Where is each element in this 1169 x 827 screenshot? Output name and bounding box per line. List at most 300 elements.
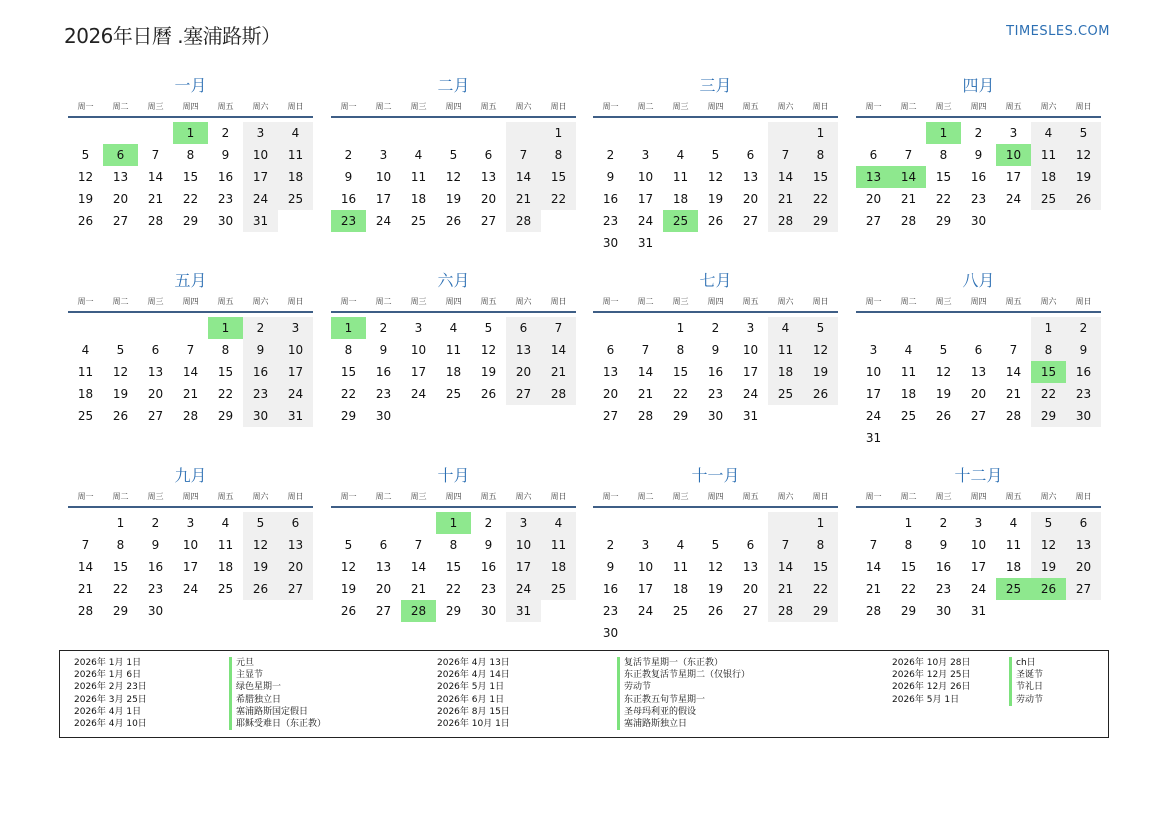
day-cell[interactable]: 14 bbox=[637, 365, 654, 379]
day-cell[interactable]: 11 bbox=[672, 170, 689, 184]
day-cell[interactable]: 23 bbox=[1066, 383, 1101, 405]
day-cell[interactable]: 23 bbox=[602, 604, 619, 618]
day-cell[interactable]: 14 bbox=[865, 560, 882, 574]
day-cell[interactable]: 3 bbox=[746, 321, 755, 335]
day-cell[interactable]: 22 bbox=[803, 188, 838, 210]
day-cell[interactable]: 21 bbox=[541, 361, 576, 383]
day-cell[interactable]: 18 bbox=[1005, 560, 1022, 574]
day-cell[interactable]: 21 bbox=[147, 192, 164, 206]
day-cell[interactable]: 10 bbox=[243, 144, 278, 166]
day-cell[interactable]: 7 bbox=[541, 317, 576, 339]
day-cell[interactable]: 20 bbox=[602, 387, 619, 401]
day-cell[interactable]: 10 bbox=[375, 170, 392, 184]
day-cell[interactable]: 26 bbox=[707, 604, 724, 618]
day-cell[interactable]: 12 bbox=[243, 534, 278, 556]
day-cell[interactable]: 12 bbox=[707, 560, 724, 574]
day-cell[interactable]: 30 bbox=[707, 409, 724, 423]
day-cell[interactable]: 1 bbox=[803, 512, 838, 534]
day-cell[interactable]: 8 bbox=[676, 343, 685, 357]
day-cell[interactable]: 8 bbox=[221, 343, 230, 357]
day-cell[interactable]: 28 bbox=[77, 604, 94, 618]
day-cell[interactable]: 12 bbox=[480, 343, 497, 357]
day-cell[interactable]: 31 bbox=[243, 210, 278, 232]
day-cell[interactable]: 2 bbox=[939, 516, 948, 530]
day-cell[interactable]: 4 bbox=[676, 538, 685, 552]
day-cell[interactable]: 15 bbox=[182, 170, 199, 184]
day-cell[interactable]: 5 bbox=[939, 343, 948, 357]
day-cell[interactable]: 9 bbox=[606, 560, 615, 574]
day-cell[interactable]: 25 bbox=[410, 214, 427, 228]
day-cell[interactable]: 10 bbox=[410, 343, 427, 357]
day-cell[interactable]: 14 bbox=[768, 166, 803, 188]
day-cell[interactable]: 13 bbox=[278, 534, 313, 556]
day-cell[interactable]: 5 bbox=[116, 343, 125, 357]
day-cell[interactable]: 8 bbox=[803, 534, 838, 556]
day-cell[interactable]: 17 bbox=[506, 556, 541, 578]
day-cell[interactable]: 25 bbox=[217, 582, 234, 596]
day-cell[interactable]: 8 bbox=[803, 144, 838, 166]
day-cell[interactable]: 21 bbox=[768, 188, 803, 210]
day-cell[interactable]: 4 bbox=[904, 343, 913, 357]
day-cell[interactable]: 22 bbox=[340, 387, 357, 401]
day-cell[interactable]: 17 bbox=[278, 361, 313, 383]
day-cell[interactable]: 30 bbox=[935, 604, 952, 618]
day-cell[interactable]: 28 bbox=[865, 604, 882, 618]
day-cell[interactable]: 30 bbox=[217, 214, 234, 228]
day-cell[interactable]: 17 bbox=[637, 582, 654, 596]
day-cell[interactable]: 2 bbox=[151, 516, 160, 530]
day-cell[interactable]: 17 bbox=[243, 166, 278, 188]
day-cell[interactable]: 14 bbox=[541, 339, 576, 361]
day-cell[interactable]: 18 bbox=[672, 582, 689, 596]
day-cell[interactable]: 5 bbox=[81, 148, 90, 162]
day-cell[interactable]: 28 bbox=[506, 210, 541, 232]
day-cell[interactable]: 17 bbox=[865, 387, 882, 401]
day-cell[interactable]: 17 bbox=[182, 560, 199, 574]
day-cell[interactable]: 9 bbox=[484, 538, 493, 552]
day-cell[interactable]: 24 bbox=[410, 387, 427, 401]
day-cell[interactable]: 31 bbox=[865, 431, 882, 445]
day-cell[interactable]: 8 bbox=[1031, 339, 1066, 361]
day-cell[interactable]: 3 bbox=[1009, 126, 1018, 140]
day-cell[interactable]: 15 bbox=[217, 365, 234, 379]
day-cell[interactable]: 11 bbox=[900, 365, 917, 379]
day-cell[interactable]: 13 bbox=[742, 170, 759, 184]
day-cell[interactable]: 20 bbox=[1066, 556, 1101, 578]
holiday-day-cell[interactable]: 1 bbox=[208, 317, 243, 339]
day-cell[interactable]: 7 bbox=[414, 538, 423, 552]
day-cell[interactable]: 29 bbox=[900, 604, 917, 618]
day-cell[interactable]: 23 bbox=[935, 582, 952, 596]
day-cell[interactable]: 19 bbox=[707, 582, 724, 596]
day-cell[interactable]: 22 bbox=[541, 188, 576, 210]
day-cell[interactable]: 13 bbox=[147, 365, 164, 379]
day-cell[interactable]: 26 bbox=[112, 409, 129, 423]
day-cell[interactable]: 13 bbox=[375, 560, 392, 574]
day-cell[interactable]: 31 bbox=[742, 409, 759, 423]
day-cell[interactable]: 26 bbox=[340, 604, 357, 618]
day-cell[interactable]: 15 bbox=[672, 365, 689, 379]
day-cell[interactable]: 30 bbox=[375, 409, 392, 423]
day-cell[interactable]: 13 bbox=[506, 339, 541, 361]
day-cell[interactable]: 25 bbox=[900, 409, 917, 423]
day-cell[interactable]: 5 bbox=[1066, 122, 1101, 144]
day-cell[interactable]: 22 bbox=[672, 387, 689, 401]
day-cell[interactable]: 6 bbox=[606, 343, 615, 357]
day-cell[interactable]: 10 bbox=[506, 534, 541, 556]
day-cell[interactable]: 18 bbox=[768, 361, 803, 383]
holiday-day-cell[interactable]: 23 bbox=[331, 210, 366, 232]
day-cell[interactable]: 9 bbox=[379, 343, 388, 357]
day-cell[interactable]: 3 bbox=[186, 516, 195, 530]
day-cell[interactable]: 14 bbox=[1005, 365, 1022, 379]
day-cell[interactable]: 17 bbox=[1005, 170, 1022, 184]
day-cell[interactable]: 23 bbox=[970, 192, 987, 206]
day-cell[interactable]: 27 bbox=[147, 409, 164, 423]
day-cell[interactable]: 2 bbox=[484, 516, 493, 530]
day-cell[interactable]: 24 bbox=[637, 214, 654, 228]
day-cell[interactable]: 11 bbox=[77, 365, 94, 379]
holiday-day-cell[interactable]: 6 bbox=[103, 144, 138, 166]
day-cell[interactable]: 29 bbox=[935, 214, 952, 228]
day-cell[interactable]: 5 bbox=[803, 317, 838, 339]
day-cell[interactable]: 9 bbox=[939, 538, 948, 552]
day-cell[interactable]: 1 bbox=[541, 122, 576, 144]
day-cell[interactable]: 26 bbox=[243, 578, 278, 600]
day-cell[interactable]: 11 bbox=[672, 560, 689, 574]
day-cell[interactable]: 29 bbox=[340, 409, 357, 423]
day-cell[interactable]: 3 bbox=[379, 148, 388, 162]
day-cell[interactable]: 25 bbox=[278, 188, 313, 210]
day-cell[interactable]: 9 bbox=[711, 343, 720, 357]
day-cell[interactable]: 16 bbox=[243, 361, 278, 383]
day-cell[interactable]: 7 bbox=[768, 534, 803, 556]
day-cell[interactable]: 12 bbox=[112, 365, 129, 379]
day-cell[interactable]: 1 bbox=[676, 321, 685, 335]
day-cell[interactable]: 19 bbox=[707, 192, 724, 206]
day-cell[interactable]: 10 bbox=[637, 170, 654, 184]
day-cell[interactable]: 6 bbox=[151, 343, 160, 357]
day-cell[interactable]: 21 bbox=[900, 192, 917, 206]
day-cell[interactable]: 19 bbox=[480, 365, 497, 379]
day-cell[interactable]: 23 bbox=[707, 387, 724, 401]
holiday-day-cell[interactable]: 1 bbox=[926, 122, 961, 144]
day-cell[interactable]: 19 bbox=[935, 387, 952, 401]
day-cell[interactable]: 20 bbox=[480, 192, 497, 206]
day-cell[interactable]: 28 bbox=[637, 409, 654, 423]
day-cell[interactable]: 22 bbox=[445, 582, 462, 596]
day-cell[interactable]: 5 bbox=[449, 148, 458, 162]
day-cell[interactable]: 19 bbox=[243, 556, 278, 578]
day-cell[interactable]: 12 bbox=[445, 170, 462, 184]
day-cell[interactable]: 27 bbox=[375, 604, 392, 618]
day-cell[interactable]: 13 bbox=[742, 560, 759, 574]
day-cell[interactable]: 16 bbox=[375, 365, 392, 379]
day-cell[interactable]: 27 bbox=[112, 214, 129, 228]
day-cell[interactable]: 5 bbox=[344, 538, 353, 552]
day-cell[interactable]: 18 bbox=[445, 365, 462, 379]
day-cell[interactable]: 29 bbox=[803, 600, 838, 622]
day-cell[interactable]: 13 bbox=[602, 365, 619, 379]
day-cell[interactable]: 14 bbox=[182, 365, 199, 379]
day-cell[interactable]: 16 bbox=[970, 170, 987, 184]
holiday-day-cell[interactable]: 28 bbox=[401, 600, 436, 622]
day-cell[interactable]: 4 bbox=[1031, 122, 1066, 144]
day-cell[interactable]: 27 bbox=[602, 409, 619, 423]
day-cell[interactable]: 22 bbox=[182, 192, 199, 206]
day-cell[interactable]: 10 bbox=[637, 560, 654, 574]
day-cell[interactable]: 23 bbox=[243, 383, 278, 405]
day-cell[interactable]: 17 bbox=[970, 560, 987, 574]
day-cell[interactable]: 2 bbox=[974, 126, 983, 140]
day-cell[interactable]: 23 bbox=[217, 192, 234, 206]
day-cell[interactable]: 26 bbox=[707, 214, 724, 228]
day-cell[interactable]: 24 bbox=[637, 604, 654, 618]
day-cell[interactable]: 28 bbox=[768, 210, 803, 232]
day-cell[interactable]: 9 bbox=[1066, 339, 1101, 361]
day-cell[interactable]: 28 bbox=[541, 383, 576, 405]
day-cell[interactable]: 26 bbox=[803, 383, 838, 405]
day-cell[interactable]: 6 bbox=[278, 512, 313, 534]
holiday-day-cell[interactable]: 25 bbox=[996, 578, 1031, 600]
day-cell[interactable]: 9 bbox=[243, 339, 278, 361]
day-cell[interactable]: 6 bbox=[506, 317, 541, 339]
day-cell[interactable]: 18 bbox=[77, 387, 94, 401]
day-cell[interactable]: 19 bbox=[1031, 556, 1066, 578]
day-cell[interactable]: 21 bbox=[506, 188, 541, 210]
day-cell[interactable]: 4 bbox=[676, 148, 685, 162]
day-cell[interactable]: 17 bbox=[637, 192, 654, 206]
day-cell[interactable]: 24 bbox=[865, 409, 882, 423]
day-cell[interactable]: 5 bbox=[1031, 512, 1066, 534]
day-cell[interactable]: 20 bbox=[375, 582, 392, 596]
day-cell[interactable]: 29 bbox=[112, 604, 129, 618]
day-cell[interactable]: 21 bbox=[77, 582, 94, 596]
day-cell[interactable]: 5 bbox=[243, 512, 278, 534]
day-cell[interactable]: 4 bbox=[278, 122, 313, 144]
day-cell[interactable]: 3 bbox=[869, 343, 878, 357]
day-cell[interactable]: 22 bbox=[803, 578, 838, 600]
day-cell[interactable]: 22 bbox=[935, 192, 952, 206]
day-cell[interactable]: 7 bbox=[1009, 343, 1018, 357]
day-cell[interactable]: 9 bbox=[151, 538, 160, 552]
day-cell[interactable]: 12 bbox=[935, 365, 952, 379]
day-cell[interactable]: 30 bbox=[480, 604, 497, 618]
day-cell[interactable]: 17 bbox=[375, 192, 392, 206]
day-cell[interactable]: 19 bbox=[803, 361, 838, 383]
day-cell[interactable]: 1 bbox=[1031, 317, 1066, 339]
day-cell[interactable]: 12 bbox=[1031, 534, 1066, 556]
day-cell[interactable]: 14 bbox=[147, 170, 164, 184]
day-cell[interactable]: 15 bbox=[803, 556, 838, 578]
holiday-day-cell[interactable]: 25 bbox=[663, 210, 698, 232]
day-cell[interactable]: 27 bbox=[278, 578, 313, 600]
day-cell[interactable]: 26 bbox=[935, 409, 952, 423]
day-cell[interactable]: 3 bbox=[641, 538, 650, 552]
day-cell[interactable]: 10 bbox=[865, 365, 882, 379]
day-cell[interactable]: 9 bbox=[344, 170, 353, 184]
day-cell[interactable]: 14 bbox=[77, 560, 94, 574]
day-cell[interactable]: 25 bbox=[77, 409, 94, 423]
day-cell[interactable]: 19 bbox=[340, 582, 357, 596]
day-cell[interactable]: 4 bbox=[81, 343, 90, 357]
day-cell[interactable]: 17 bbox=[410, 365, 427, 379]
day-cell[interactable]: 26 bbox=[480, 387, 497, 401]
day-cell[interactable]: 12 bbox=[1066, 144, 1101, 166]
day-cell[interactable]: 5 bbox=[711, 538, 720, 552]
day-cell[interactable]: 13 bbox=[480, 170, 497, 184]
day-cell[interactable]: 4 bbox=[1009, 516, 1018, 530]
day-cell[interactable]: 3 bbox=[414, 321, 423, 335]
day-cell[interactable]: 15 bbox=[541, 166, 576, 188]
day-cell[interactable]: 23 bbox=[602, 214, 619, 228]
day-cell[interactable]: 11 bbox=[278, 144, 313, 166]
day-cell[interactable]: 20 bbox=[506, 361, 541, 383]
day-cell[interactable]: 25 bbox=[445, 387, 462, 401]
day-cell[interactable]: 15 bbox=[340, 365, 357, 379]
day-cell[interactable]: 28 bbox=[1005, 409, 1022, 423]
day-cell[interactable]: 11 bbox=[217, 538, 234, 552]
day-cell[interactable]: 14 bbox=[410, 560, 427, 574]
day-cell[interactable]: 30 bbox=[602, 626, 619, 640]
day-cell[interactable]: 11 bbox=[1005, 538, 1022, 552]
day-cell[interactable]: 16 bbox=[340, 192, 357, 206]
day-cell[interactable]: 22 bbox=[112, 582, 129, 596]
day-cell[interactable]: 16 bbox=[707, 365, 724, 379]
day-cell[interactable]: 13 bbox=[970, 365, 987, 379]
day-cell[interactable]: 25 bbox=[672, 604, 689, 618]
day-cell[interactable]: 15 bbox=[935, 170, 952, 184]
day-cell[interactable]: 10 bbox=[182, 538, 199, 552]
day-cell[interactable]: 12 bbox=[77, 170, 94, 184]
day-cell[interactable]: 3 bbox=[974, 516, 983, 530]
day-cell[interactable]: 26 bbox=[77, 214, 94, 228]
day-cell[interactable]: 31 bbox=[637, 236, 654, 250]
day-cell[interactable]: 20 bbox=[278, 556, 313, 578]
day-cell[interactable]: 18 bbox=[672, 192, 689, 206]
day-cell[interactable]: 31 bbox=[278, 405, 313, 427]
day-cell[interactable]: 30 bbox=[147, 604, 164, 618]
day-cell[interactable]: 7 bbox=[81, 538, 90, 552]
day-cell[interactable]: 21 bbox=[637, 387, 654, 401]
day-cell[interactable]: 6 bbox=[379, 538, 388, 552]
day-cell[interactable]: 20 bbox=[865, 192, 882, 206]
day-cell[interactable]: 12 bbox=[340, 560, 357, 574]
day-cell[interactable]: 28 bbox=[147, 214, 164, 228]
day-cell[interactable]: 7 bbox=[768, 144, 803, 166]
day-cell[interactable]: 18 bbox=[1031, 166, 1066, 188]
day-cell[interactable]: 31 bbox=[970, 604, 987, 618]
day-cell[interactable]: 19 bbox=[445, 192, 462, 206]
day-cell[interactable]: 19 bbox=[77, 192, 94, 206]
holiday-day-cell[interactable]: 1 bbox=[436, 512, 471, 534]
day-cell[interactable]: 29 bbox=[1031, 405, 1066, 427]
day-cell[interactable]: 2 bbox=[711, 321, 720, 335]
day-cell[interactable]: 24 bbox=[278, 383, 313, 405]
day-cell[interactable]: 24 bbox=[375, 214, 392, 228]
day-cell[interactable]: 22 bbox=[1031, 383, 1066, 405]
holiday-day-cell[interactable]: 1 bbox=[331, 317, 366, 339]
day-cell[interactable]: 11 bbox=[768, 339, 803, 361]
day-cell[interactable]: 13 bbox=[112, 170, 129, 184]
day-cell[interactable]: 18 bbox=[541, 556, 576, 578]
day-cell[interactable]: 7 bbox=[641, 343, 650, 357]
day-cell[interactable]: 25 bbox=[541, 578, 576, 600]
day-cell[interactable]: 22 bbox=[217, 387, 234, 401]
day-cell[interactable]: 27 bbox=[742, 214, 759, 228]
day-cell[interactable]: 7 bbox=[186, 343, 195, 357]
day-cell[interactable]: 17 bbox=[742, 365, 759, 379]
day-cell[interactable]: 7 bbox=[506, 144, 541, 166]
day-cell[interactable]: 18 bbox=[278, 166, 313, 188]
day-cell[interactable]: 3 bbox=[243, 122, 278, 144]
day-cell[interactable]: 15 bbox=[112, 560, 129, 574]
day-cell[interactable]: 29 bbox=[182, 214, 199, 228]
day-cell[interactable]: 16 bbox=[1066, 361, 1101, 383]
day-cell[interactable]: 7 bbox=[151, 148, 160, 162]
day-cell[interactable]: 7 bbox=[904, 148, 913, 162]
day-cell[interactable]: 23 bbox=[147, 582, 164, 596]
day-cell[interactable]: 9 bbox=[974, 148, 983, 162]
day-cell[interactable]: 16 bbox=[602, 192, 619, 206]
day-cell[interactable]: 8 bbox=[449, 538, 458, 552]
day-cell[interactable]: 26 bbox=[445, 214, 462, 228]
day-cell[interactable]: 16 bbox=[602, 582, 619, 596]
day-cell[interactable]: 2 bbox=[344, 148, 353, 162]
day-cell[interactable]: 6 bbox=[746, 538, 755, 552]
day-cell[interactable]: 20 bbox=[742, 192, 759, 206]
day-cell[interactable]: 20 bbox=[742, 582, 759, 596]
day-cell[interactable]: 24 bbox=[970, 582, 987, 596]
day-cell[interactable]: 16 bbox=[480, 560, 497, 574]
day-cell[interactable]: 21 bbox=[865, 582, 882, 596]
day-cell[interactable]: 1 bbox=[904, 516, 913, 530]
day-cell[interactable]: 26 bbox=[1066, 188, 1101, 210]
day-cell[interactable]: 16 bbox=[217, 170, 234, 184]
day-cell[interactable]: 20 bbox=[147, 387, 164, 401]
day-cell[interactable]: 2 bbox=[606, 148, 615, 162]
day-cell[interactable]: 8 bbox=[939, 148, 948, 162]
day-cell[interactable]: 13 bbox=[1066, 534, 1101, 556]
day-cell[interactable]: 27 bbox=[970, 409, 987, 423]
day-cell[interactable]: 15 bbox=[900, 560, 917, 574]
day-cell[interactable]: 7 bbox=[869, 538, 878, 552]
day-cell[interactable]: 30 bbox=[243, 405, 278, 427]
day-cell[interactable]: 31 bbox=[506, 600, 541, 622]
day-cell[interactable]: 6 bbox=[974, 343, 983, 357]
day-cell[interactable]: 2 bbox=[379, 321, 388, 335]
day-cell[interactable]: 21 bbox=[768, 578, 803, 600]
day-cell[interactable]: 14 bbox=[506, 166, 541, 188]
holiday-day-cell[interactable]: 1 bbox=[173, 122, 208, 144]
day-cell[interactable]: 29 bbox=[445, 604, 462, 618]
day-cell[interactable]: 11 bbox=[1031, 144, 1066, 166]
day-cell[interactable]: 27 bbox=[506, 383, 541, 405]
day-cell[interactable]: 2 bbox=[221, 126, 230, 140]
holiday-day-cell[interactable]: 10 bbox=[996, 144, 1031, 166]
day-cell[interactable]: 8 bbox=[541, 144, 576, 166]
day-cell[interactable]: 4 bbox=[221, 516, 230, 530]
day-cell[interactable]: 16 bbox=[935, 560, 952, 574]
day-cell[interactable]: 10 bbox=[742, 343, 759, 357]
day-cell[interactable]: 1 bbox=[803, 122, 838, 144]
day-cell[interactable]: 3 bbox=[506, 512, 541, 534]
day-cell[interactable]: 19 bbox=[112, 387, 129, 401]
day-cell[interactable]: 21 bbox=[1005, 387, 1022, 401]
day-cell[interactable]: 29 bbox=[803, 210, 838, 232]
day-cell[interactable]: 20 bbox=[112, 192, 129, 206]
day-cell[interactable]: 18 bbox=[410, 192, 427, 206]
